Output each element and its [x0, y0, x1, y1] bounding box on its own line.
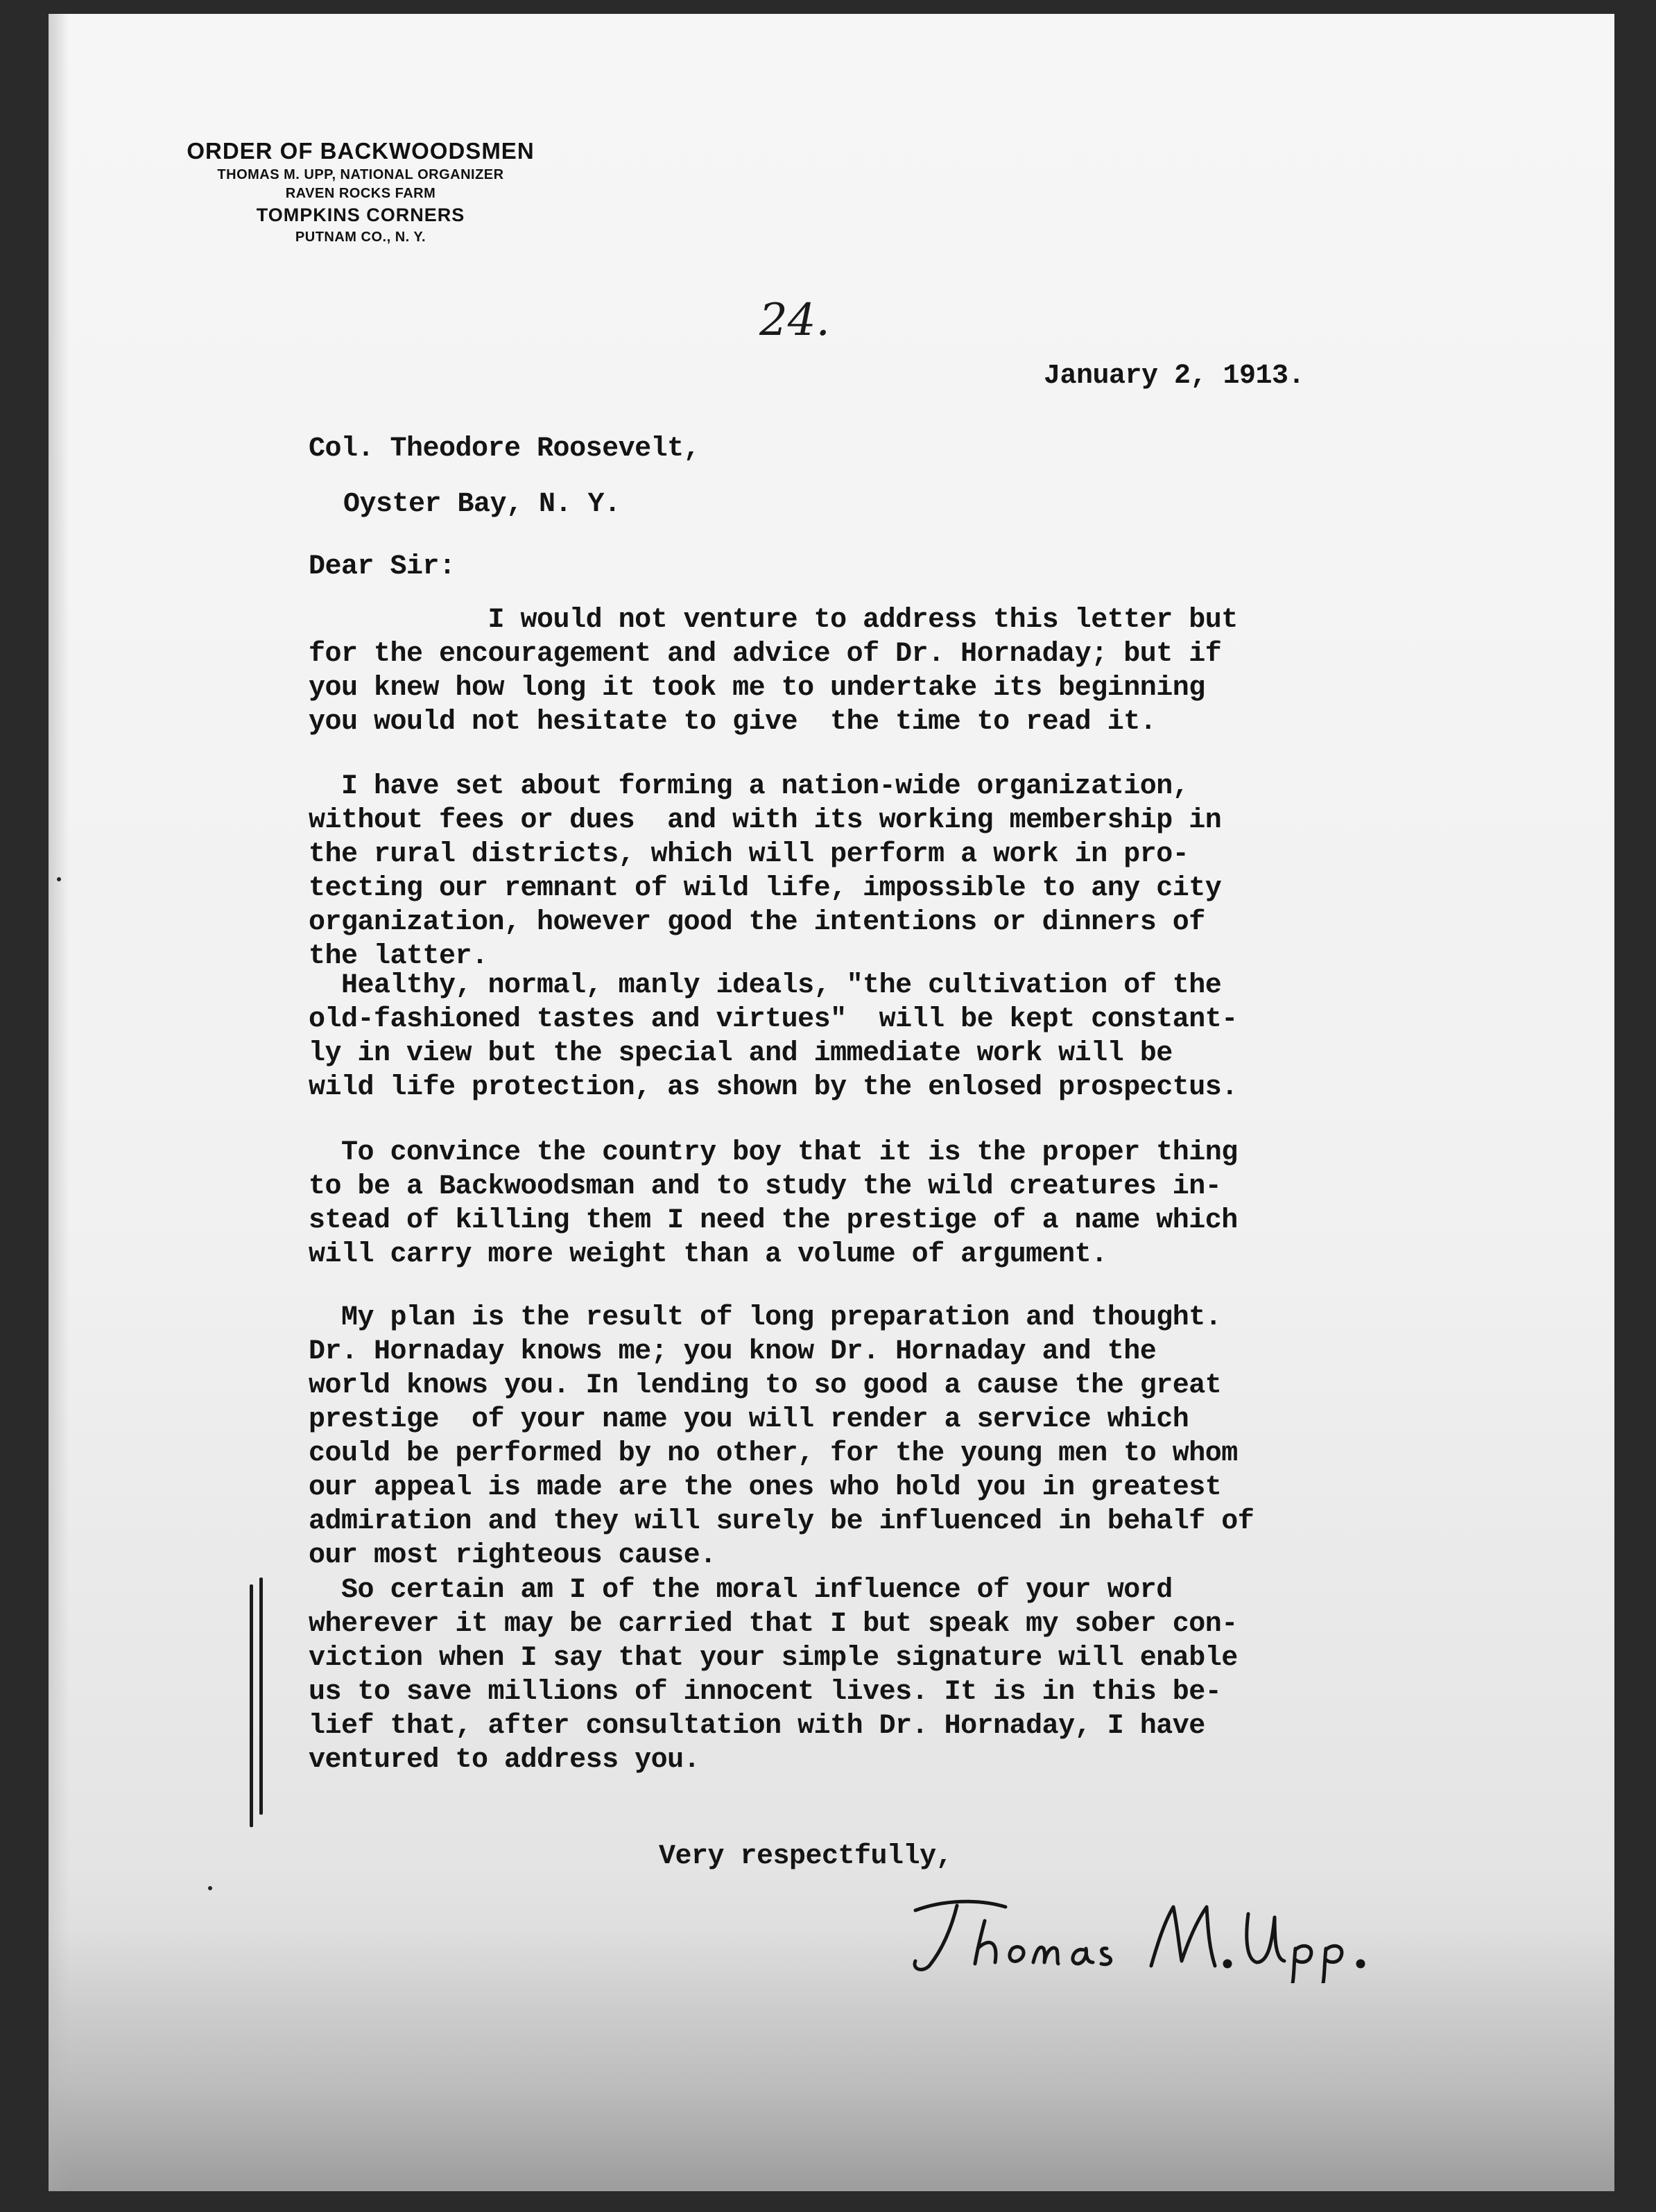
letterhead — [146, 135, 576, 248]
recipient-name: Col. Theodore Roosevelt, — [309, 433, 700, 465]
handwritten-page-number: 24. — [759, 295, 830, 346]
letterhead-organization: ORDER OF BACKWOODSMEN — [187, 138, 535, 164]
paragraph-6: So certain am I of the moral influence of your word wherever it may be carried that I but speak my sober con- viction when I say that your simple signature will enable us to save millions of innocent lives. It is in this be- lief that, after consultation with Dr. Hornaday, I have ventured to address you. — [309, 1575, 1238, 1776]
scan-speck — [57, 877, 61, 881]
letterhead-organizer: THOMAS M. UPP, NATIONAL ORGANIZER — [217, 167, 504, 183]
closing: Very respectfully, — [659, 1841, 953, 1872]
scan-speck — [208, 1886, 212, 1890]
paragraph-1: I would not venture to address this letter but for the encouragement and advice of Dr. Hornaday; but if you knew how long it took me to undertake its beginning you would not hesitate to give the time to read it. — [309, 605, 1238, 738]
letter-date: January 2, 1913. — [1044, 361, 1305, 392]
paragraph-3: Healthy, normal, manly ideals, "the cultivation of the old-fashioned tastes and virtues" will be kept constant- ly in view but the special and immediate work will be wild life protection, as shown by the enlosed prospectus. — [309, 970, 1238, 1103]
letterhead-county: PUTNAM CO., N. Y. — [295, 230, 426, 245]
scan-edge — [49, 14, 69, 2191]
letter-page — [49, 14, 1614, 2191]
salutation: Dear Sir: — [309, 551, 456, 582]
letterhead-town: TOMPKINS CORNERS — [256, 205, 465, 226]
letterhead-farm: RAVEN ROCKS FARM — [285, 186, 436, 202]
paragraph-2: I have set about forming a nation-wide organization, without fees or dues and with its working membership in the rural districts, which will perform a work in pro- tecting our remnant of wild life, impossible to any city organization, however good the intentions or dinners of the latter. — [309, 771, 1222, 972]
margin-mark — [250, 1578, 266, 1827]
scan-shadow — [49, 1928, 1614, 2191]
recipient-address: Oyster Bay, N. Y. — [343, 489, 621, 520]
paragraph-4: To convince the country boy that it is the proper thing to be a Backwoodsman and to study the wild creatures in- stead of killing them I need the prestige of a name which will carry more weight than a volume of argument. — [309, 1137, 1238, 1270]
paragraph-5: My plan is the result of long preparation and thought. Dr. Hornaday knows me; you know Dr. Hornaday and the world knows you. In lending to so good a cause the great prestige of your name you will render a service which could be performed by no other, for the young men to whom our appeal is made are the ones who hold you in greatest admiration and they will surely be influenced in behalf of our most righteous cause. — [309, 1302, 1254, 1571]
